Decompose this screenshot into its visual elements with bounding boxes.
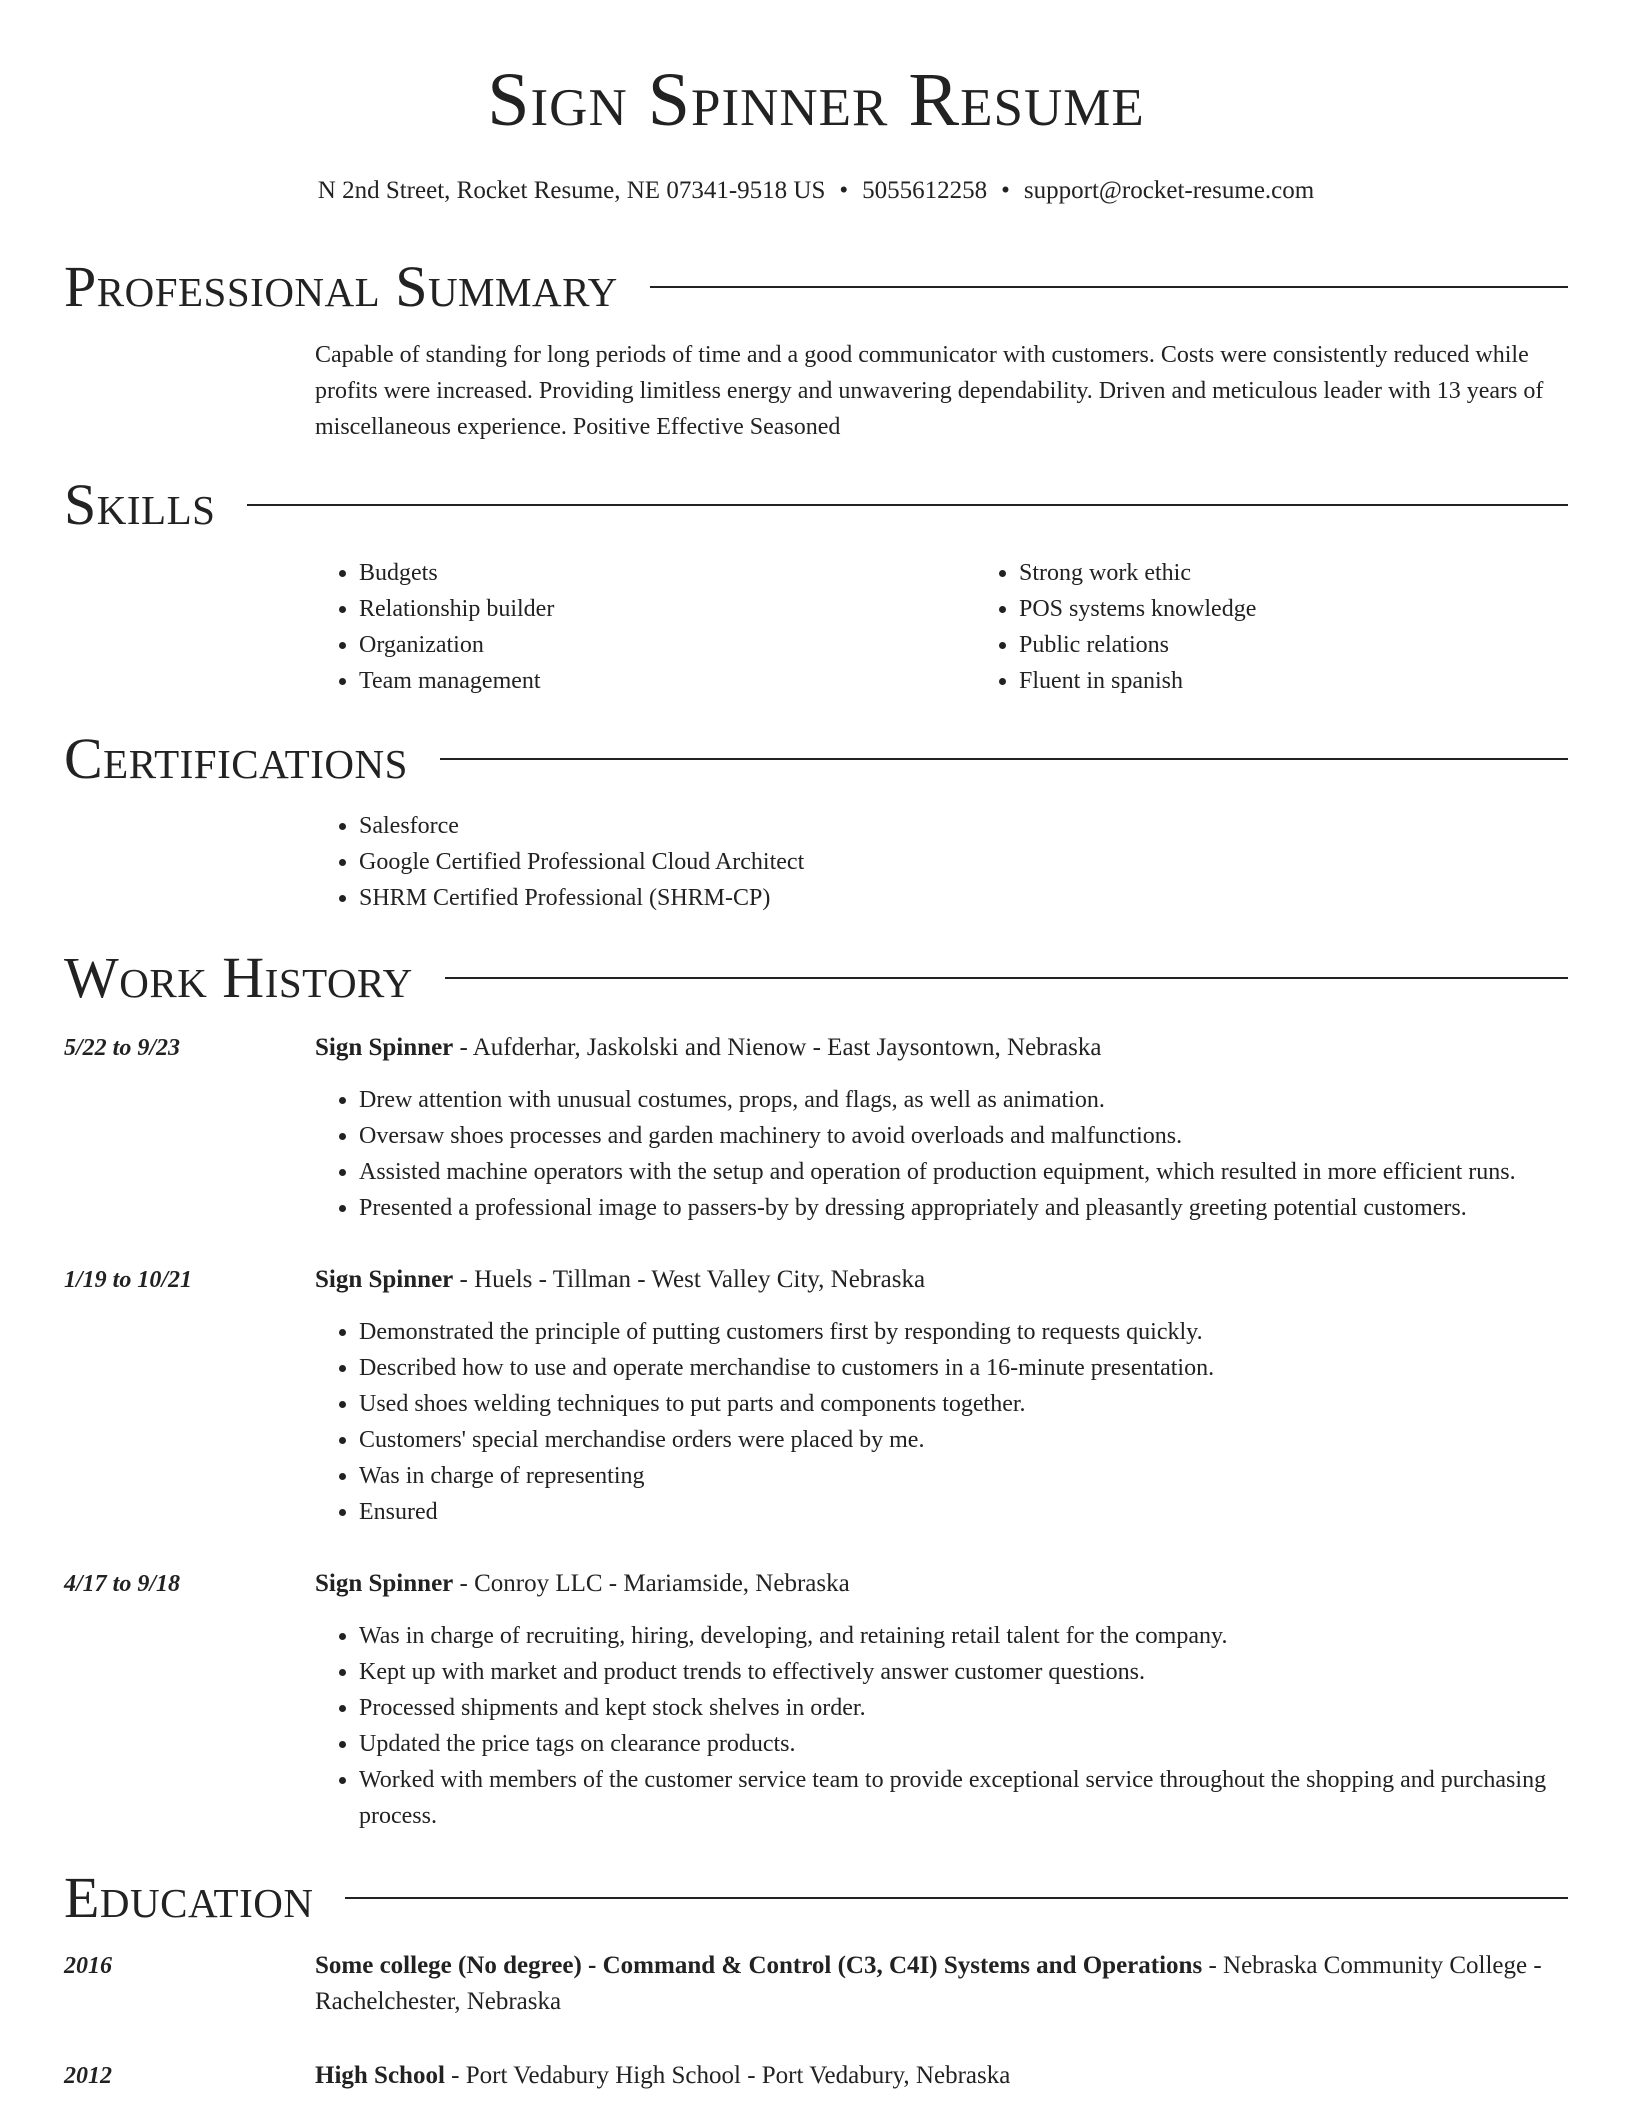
certification-item: • SHRM Certified Professional (SHRM-CP): [359, 880, 1568, 916]
job-duty: • Drew attention with unusual costumes, props, and flags, as well as animation.: [359, 1082, 1568, 1118]
job-duty: • Customers' special merchandise orders were placed by me.: [359, 1422, 1568, 1458]
skill-item: • POS systems knowledge: [1019, 591, 1632, 627]
job-duty: • Updated the price tags on clearance products.: [359, 1726, 1568, 1762]
job-entry: [315, 1030, 1568, 1226]
job-duties: [315, 1618, 1568, 1834]
job-duty: • Was in charge of recruiting, hiring, developing, and retaining retail talent for the company.: [359, 1618, 1568, 1654]
education-school: - Port Vedabury High School - Port Vedabury, Nebraska: [444, 2062, 1011, 2089]
skill-item: • Fluent in spanish: [1019, 663, 1632, 699]
skills-section-header: [64, 472, 1568, 537]
education-school: - Nebraska Community College - Rachelchester, Nebraska: [315, 1952, 1542, 2015]
job-title: Sign Spinner: [315, 1570, 454, 1597]
job-duty: • Described how to use and operate merchandise to customers in a 16-minute presentation.: [359, 1350, 1568, 1386]
job-duties: [315, 1082, 1568, 1226]
education-entry: [315, 2058, 1568, 2094]
job-header: [315, 1030, 1568, 1066]
job-duty: • Oversaw shoes processes and garden machinery to avoid overloads and malfunctions.: [359, 1118, 1568, 1154]
education-section-header: [64, 1865, 1568, 1930]
job-duty: • Processed shipments and kept stock shelves in order.: [359, 1690, 1568, 1726]
contact-address: N 2nd Street, Rocket Resume, NE 07341-9518 US: [317, 177, 826, 204]
contact-line: [0, 176, 1632, 206]
summary-heading: Professional Summary: [64, 254, 618, 319]
certification-item: • Google Certified Professional Cloud Architect: [359, 844, 1568, 880]
summary-text: Capable of standing for long periods of time and a good communicator with customers. Costs were consistently reduced while profits were increased. Providing limitless energy and unwavering dependability. Driven and meticulous leader with 13 years of miscellaneous experience. Positive Effective Seasoned: [315, 342, 1544, 440]
education-degree: Some college (No degree) - Command & Control (C3, C4I) Systems and Operations: [315, 1952, 1203, 1979]
skills-heading: Skills: [64, 472, 216, 537]
job-title: Sign Spinner: [315, 1266, 454, 1293]
certifications-block: [315, 808, 1568, 916]
education-heading: Education: [64, 1865, 314, 1930]
job-dates: 1/19 to 10/21: [64, 1267, 193, 1293]
skill-item: • Public relations: [1019, 627, 1632, 663]
skill-item: • Strong work ethic: [1019, 555, 1632, 591]
separator-dot: •: [839, 177, 849, 204]
job-dates: 4/17 to 9/18: [64, 1571, 181, 1597]
job-header: [315, 1262, 1568, 1298]
skill-item: • Relationship builder: [359, 591, 975, 627]
education-year: 2012: [64, 2063, 112, 2089]
job-dates: 5/22 to 9/23: [64, 1035, 181, 1061]
section-divider: [650, 286, 1568, 288]
skill-item: • Budgets: [359, 555, 975, 591]
job-entry: [315, 1262, 1568, 1530]
education-year: 2016: [64, 1953, 112, 1979]
certification-item: • Salesforce: [359, 808, 1568, 844]
certifications-heading: Certifications: [64, 726, 408, 791]
summary-block: [315, 337, 1568, 445]
certifications-list: [315, 808, 1568, 916]
skills-column-right: [975, 555, 1632, 699]
job-header: [315, 1566, 1568, 1602]
summary-section-header: [64, 254, 1568, 319]
job-duties: [315, 1314, 1568, 1530]
job-duty: • Ensured: [359, 1494, 1568, 1530]
resume-title: Sign Spinner Resume: [487, 58, 1145, 142]
job-duty: • Kept up with market and product trends to effectively answer customer questions.: [359, 1654, 1568, 1690]
section-divider: [445, 977, 1568, 979]
work-heading: Work History: [64, 945, 413, 1010]
section-divider: [440, 758, 1568, 760]
skills-list: [315, 555, 1568, 699]
job-duty: • Used shoes welding techniques to put parts and components together.: [359, 1386, 1568, 1422]
job-duty: • Presented a professional image to passers-by by dressing appropriately and pleasantly greeting potential customers.: [359, 1190, 1568, 1226]
job-employer: - Huels - Tillman - West Valley City, Nebraska: [453, 1266, 926, 1293]
section-divider: [247, 504, 1568, 506]
skills-column-left: [315, 555, 975, 699]
job-title: Sign Spinner: [315, 1034, 454, 1061]
work-section-header: [64, 945, 1568, 1010]
separator-dot: •: [1001, 177, 1010, 204]
job-duty: • Worked with members of the customer service team to provide exceptional service throughout the shopping and purchasing process.: [359, 1762, 1568, 1834]
certifications-section-header: [64, 726, 1568, 791]
job-employer: - Aufderhar, Jaskolski and Nienow - East Jaysontown, Nebraska: [453, 1034, 1102, 1061]
job-duty: • Assisted machine operators with the setup and operation of production equipment, which resulted in more efficient runs.: [359, 1154, 1568, 1190]
job-duty: • Demonstrated the principle of putting customers first by responding to requests quickly.: [359, 1314, 1568, 1350]
contact-phone: 5055612258: [862, 177, 988, 204]
job-entry: [315, 1566, 1568, 1834]
skill-item: • Organization: [359, 627, 975, 663]
skill-item: • Team management: [359, 663, 975, 699]
section-divider: [345, 1897, 1568, 1899]
contact-email: support@rocket-resume.com: [1023, 177, 1315, 204]
education-degree: High School: [315, 2062, 445, 2089]
job-duty: • Was in charge of representing: [359, 1458, 1568, 1494]
job-employer: - Conroy LLC - Mariamside, Nebraska: [453, 1570, 850, 1597]
education-entry: [315, 1948, 1568, 2020]
